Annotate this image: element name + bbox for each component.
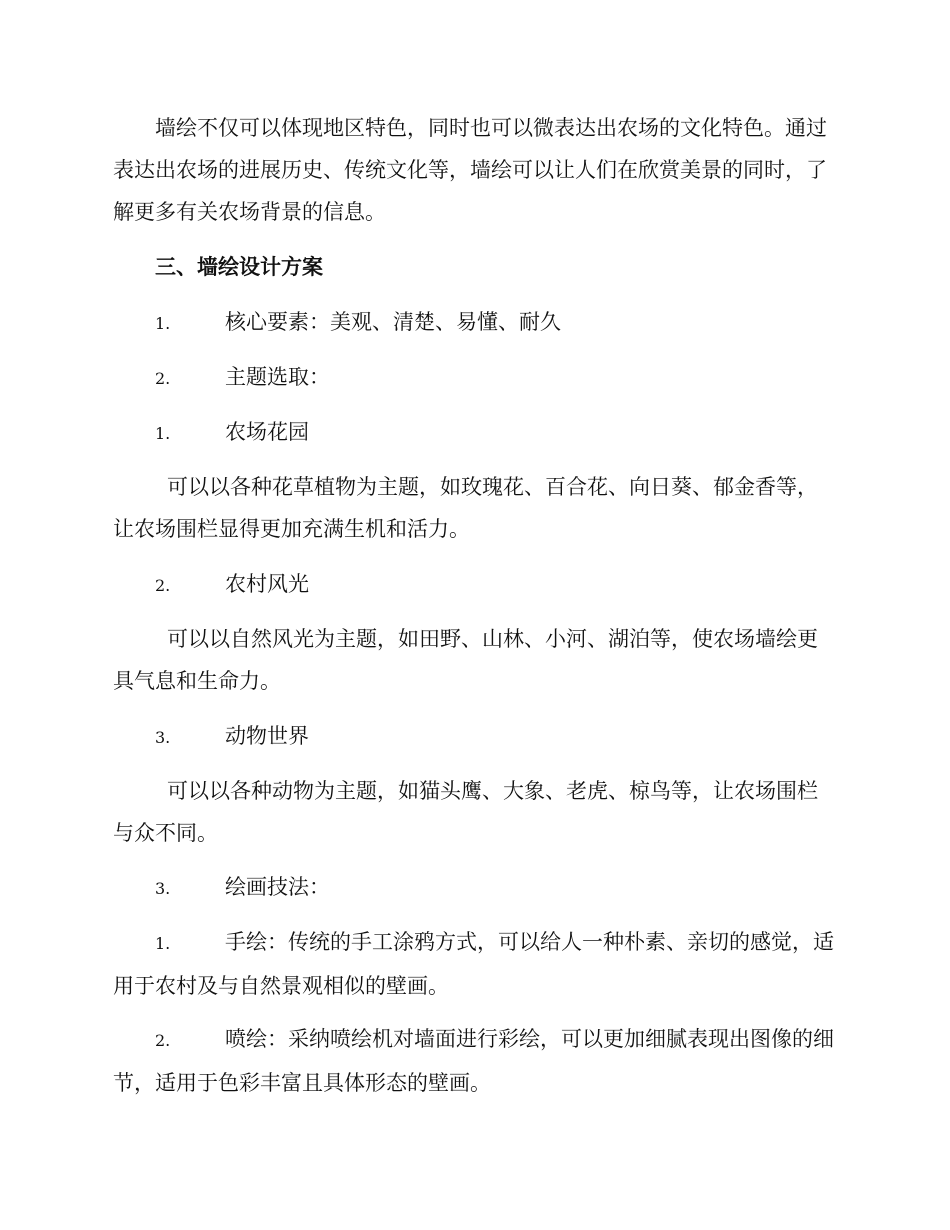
list-item-text: 绘画技法： xyxy=(225,875,330,899)
list-item-spray-painting xyxy=(113,1018,835,1104)
animal-world-description: 可以以各种动物为主题，如猫头鹰、大象、老虎、椋鸟等，让农场围栏与众不同。 xyxy=(113,779,818,845)
list-item-text: 喷绘：采纳喷绘机对墙面进行彩绘，可以更加细腻表现出图像的细节，适用于色彩丰富且具体形态的壁画。 xyxy=(113,1027,834,1095)
list-item-text: 核心要素：美观、清楚、易懂、耐久 xyxy=(225,310,561,334)
rural-scenery-description: 可以以自然风光为主题，如田野、山林、小河、湖泊等，使农场墙绘更具气息和生命力。 xyxy=(113,627,818,693)
list-item-text: 动物世界 xyxy=(225,724,309,748)
farm-garden-description: 可以以各种花草植物为主题，如玫瑰花、百合花、向日葵、郁金香等，让农场围栏显得更加充满生机和活力。 xyxy=(113,475,818,541)
section-heading: 三、墙绘设计方案 xyxy=(155,254,323,279)
list-number: 2. xyxy=(155,576,171,595)
list-number: 3. xyxy=(155,728,171,747)
list-item-rural-scenery xyxy=(155,563,309,607)
list-item-core-elements xyxy=(155,301,561,345)
list-item-theme xyxy=(155,356,330,400)
list-number: 1. xyxy=(155,314,171,333)
list-item-farm-garden xyxy=(155,411,309,455)
list-item-text: 手绘：传统的手工涂鸦方式，可以给人一种朴素、亲切的感觉，适用于农村及与自然景观相似的壁画。 xyxy=(113,930,834,998)
list-item-text: 农场花园 xyxy=(225,420,309,444)
list-number: 2. xyxy=(155,369,171,388)
list-number: 3. xyxy=(155,879,171,898)
list-item-animal-world xyxy=(155,715,309,759)
list-number: 1. xyxy=(155,934,171,953)
list-number: 1. xyxy=(155,424,171,443)
list-item-text: 主题选取： xyxy=(225,365,330,389)
list-number: 2. xyxy=(155,1031,171,1050)
list-item-techniques xyxy=(155,866,330,910)
intro-paragraph: 墙绘不仅可以体现地区特色，同时也可以微表达出农场的文化特色。通过表达出农场的进展历史、传统文化等，墙绘可以让人们在欣赏美景的同时，了解更多有关农场背景的信息。 xyxy=(113,116,827,224)
list-item-hand-painting xyxy=(113,921,835,1007)
list-item-text: 农村风光 xyxy=(225,572,309,596)
